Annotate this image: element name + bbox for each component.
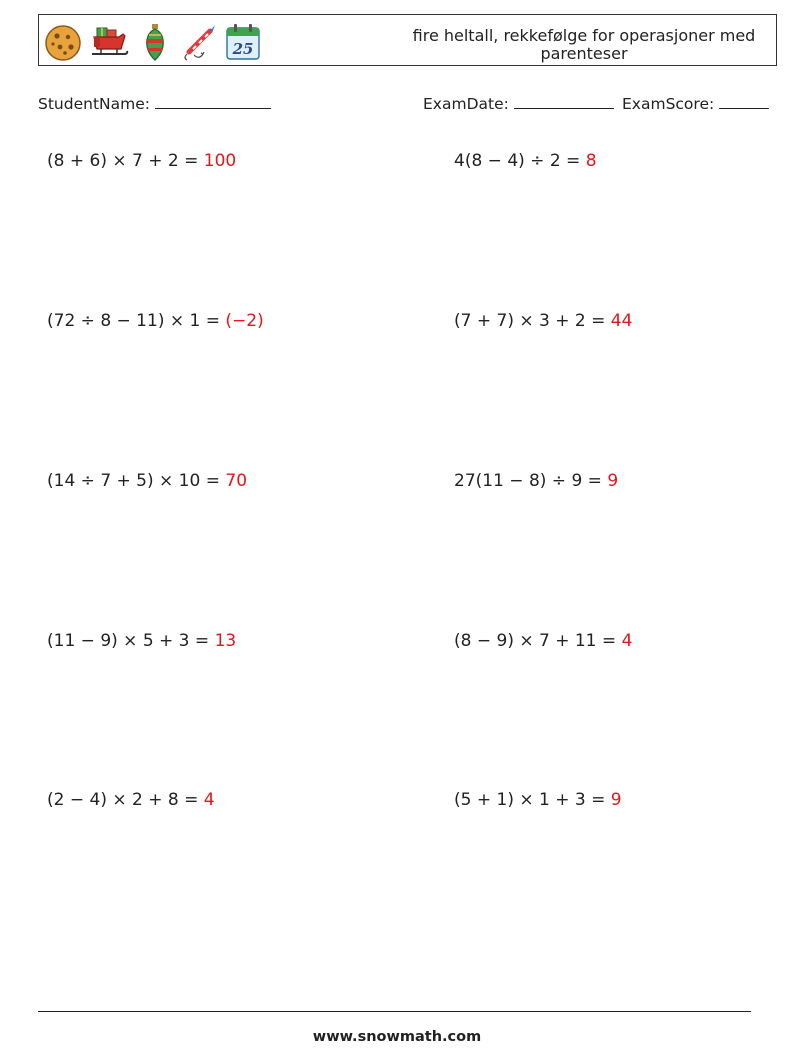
problem-10: [454, 790, 622, 810]
problem-answer: 44: [610, 311, 633, 331]
problem-answer: 4: [203, 790, 215, 810]
exam-score-label: ExamScore:: [622, 95, 715, 113]
problem-answer: 70: [225, 471, 248, 491]
problem-9: [47, 790, 215, 810]
problem-answer: (−2): [225, 311, 264, 331]
student-name-field: [38, 94, 271, 113]
problem-answer: 100: [203, 151, 237, 171]
calendar-icon: [223, 22, 263, 62]
exam-date-label: ExamDate:: [423, 95, 509, 113]
worksheet-header: [38, 14, 777, 66]
ornament-icon: [135, 22, 175, 62]
problem-answer: 9: [607, 471, 619, 491]
sleigh-icon: [89, 22, 129, 62]
problem-1: [47, 151, 236, 171]
problem-expression: 4(8 − 4) ÷ 2 =: [454, 151, 586, 171]
footer-divider: [38, 1011, 751, 1012]
student-name-blank[interactable]: [155, 94, 271, 109]
problem-expression: (11 − 9) × 5 + 3 =: [47, 631, 215, 651]
problem-expression: (8 − 9) × 7 + 11 =: [454, 631, 622, 651]
problem-expression: (5 + 1) × 1 + 3 =: [454, 790, 611, 810]
student-name-label: StudentName:: [38, 95, 150, 113]
problem-expression: (72 ÷ 8 − 11) × 1 =: [47, 311, 226, 331]
problem-2: [454, 151, 597, 171]
problem-expression: (8 + 6) × 7 + 2 =: [47, 151, 204, 171]
problem-7: [47, 631, 236, 651]
problem-answer: 9: [610, 790, 622, 810]
exam-date-blank[interactable]: [514, 94, 614, 109]
firework-rocket-icon: [179, 22, 219, 62]
problem-expression: (2 − 4) × 2 + 8 =: [47, 790, 204, 810]
problem-expression: 27(11 − 8) ÷ 9 =: [454, 471, 608, 491]
problem-answer: 13: [214, 631, 237, 651]
problem-3: [47, 311, 264, 331]
cookie-icon: [43, 22, 83, 62]
problem-answer: 8: [585, 151, 597, 171]
problem-6: [454, 471, 618, 491]
exam-date-field: [423, 94, 614, 113]
footer-website: www.snowmath.com: [312, 1029, 482, 1045]
exam-score-field: [622, 94, 769, 113]
calendar-day-number: 25: [232, 40, 254, 58]
problem-expression: (14 ÷ 7 + 5) × 10 =: [47, 471, 226, 491]
problem-expression: (7 + 7) × 3 + 2 =: [454, 311, 611, 331]
problem-8: [454, 631, 632, 651]
problem-answer: 4: [621, 631, 633, 651]
exam-score-blank[interactable]: [719, 94, 769, 109]
worksheet-title: fire heltall, rekkefølge for operasjoner med parenteser: [412, 26, 756, 63]
problem-5: [47, 471, 247, 491]
problem-4: [454, 311, 632, 331]
